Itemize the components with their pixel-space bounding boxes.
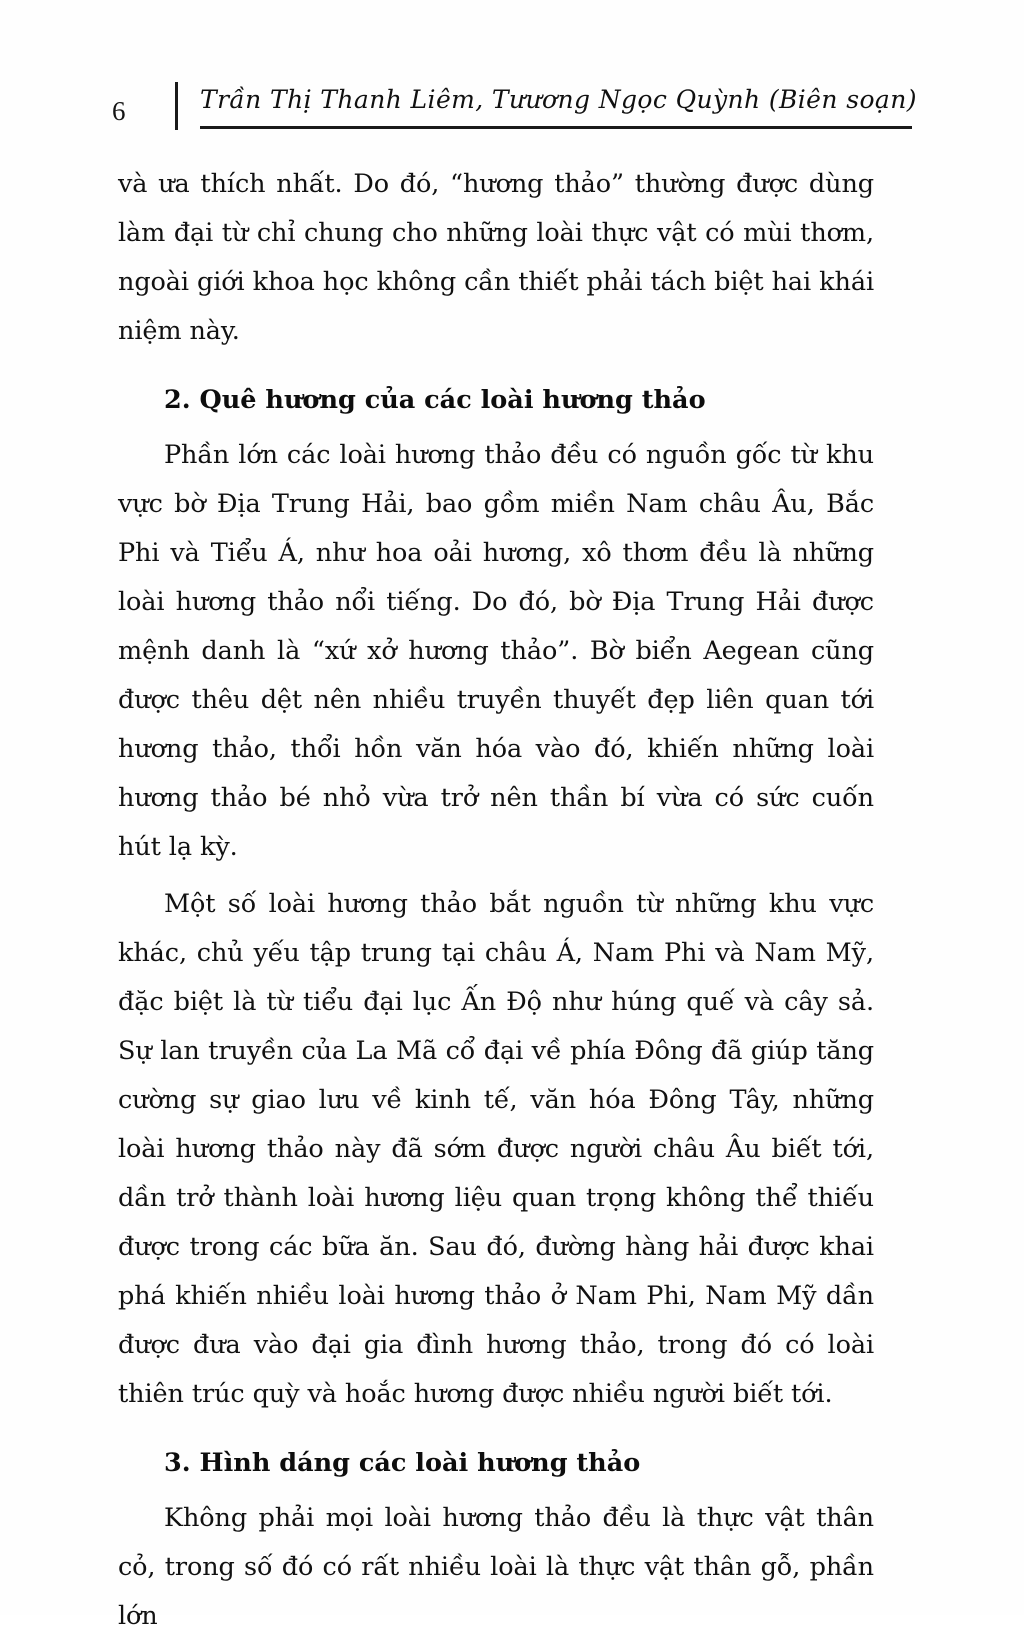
running-head-title: Trần Thị Thanh Liêm, Tưương Ngọc Quỳnh (Biên soạn) <box>200 85 917 114</box>
paragraph-shape-intro: Không phải mọi loài hương thảo đều là thực vật thân cỏ, trong số đó có rất nhiều loài là thực vật thân gỗ, phần lớn <box>118 1503 874 1631</box>
page-content <box>118 160 874 1641</box>
paragraph-continuation: và ưa thích nhất. Do đó, “hương thảo” thường được dùng làm đại từ chỉ chung cho những loài thực vật có mùi thơm, ngoài giới khoa học không cần thiết phải tách biệt hai khái niệm này. <box>118 169 874 346</box>
paragraph-origin-mediterranean: Phần lớn các loài hương thảo đều có nguồn gốc từ khu vực bờ Địa Trung Hải, bao gồm miền Nam châu Âu, Bắc Phi và Tiểu Á, như hoa oải hương, xô thơm đều là những loài hương thảo nổi tiếng. Do đó, bờ Địa Trung Hải được mệnh danh là “xứ xở hương thảo”. Bờ biển Aegean cũng được thêu dệt nên nhiều truyền thuyết đẹp liên quan tới hương thảo, thổi hồn văn hóa vào đó, khiến những loài hương thảo bé nhỏ vừa trở nên thần bí vừa có sức cuốn hút lạ kỳ. <box>118 440 874 862</box>
header-vertical-rule <box>175 82 178 130</box>
section-heading-2: 2. Quê hương của các loài hương thảo <box>164 385 706 415</box>
page-header <box>112 82 917 140</box>
paragraph-origin-other-regions: Một số loài hương thảo bắt nguồn từ những khu vực khác, chủ yếu tập trung tại châu Á, Nam Phi và Nam Mỹ, đặc biệt là từ tiểu đại lục Ấn Độ như húng quế và cây sả. Sự lan truyền của La Mã cổ đại về phía Đông đã giúp tăng cường sự giao lưu về kinh tế, văn hóa Đông Tây, những loài hương thảo này đã sớm được người châu Âu biết tới, dần trở thành loài hương liệu quan trọng không thể thiếu được trong các bữa ăn. Sau đó, đường hàng hải được khai phá khiến nhiều loài hương thảo ở Nam Phi, Nam Mỹ dần được đưa vào đại gia đình hương thảo, trong đó có loài thiên trúc quỳ và hoắc hương được nhiều người biết tới. <box>118 889 874 1409</box>
header-horizontal-rule <box>200 126 912 129</box>
section-heading-3: 3. Hình dáng các loài hương thảo <box>164 1448 641 1478</box>
page-number: 6 <box>112 96 126 126</box>
